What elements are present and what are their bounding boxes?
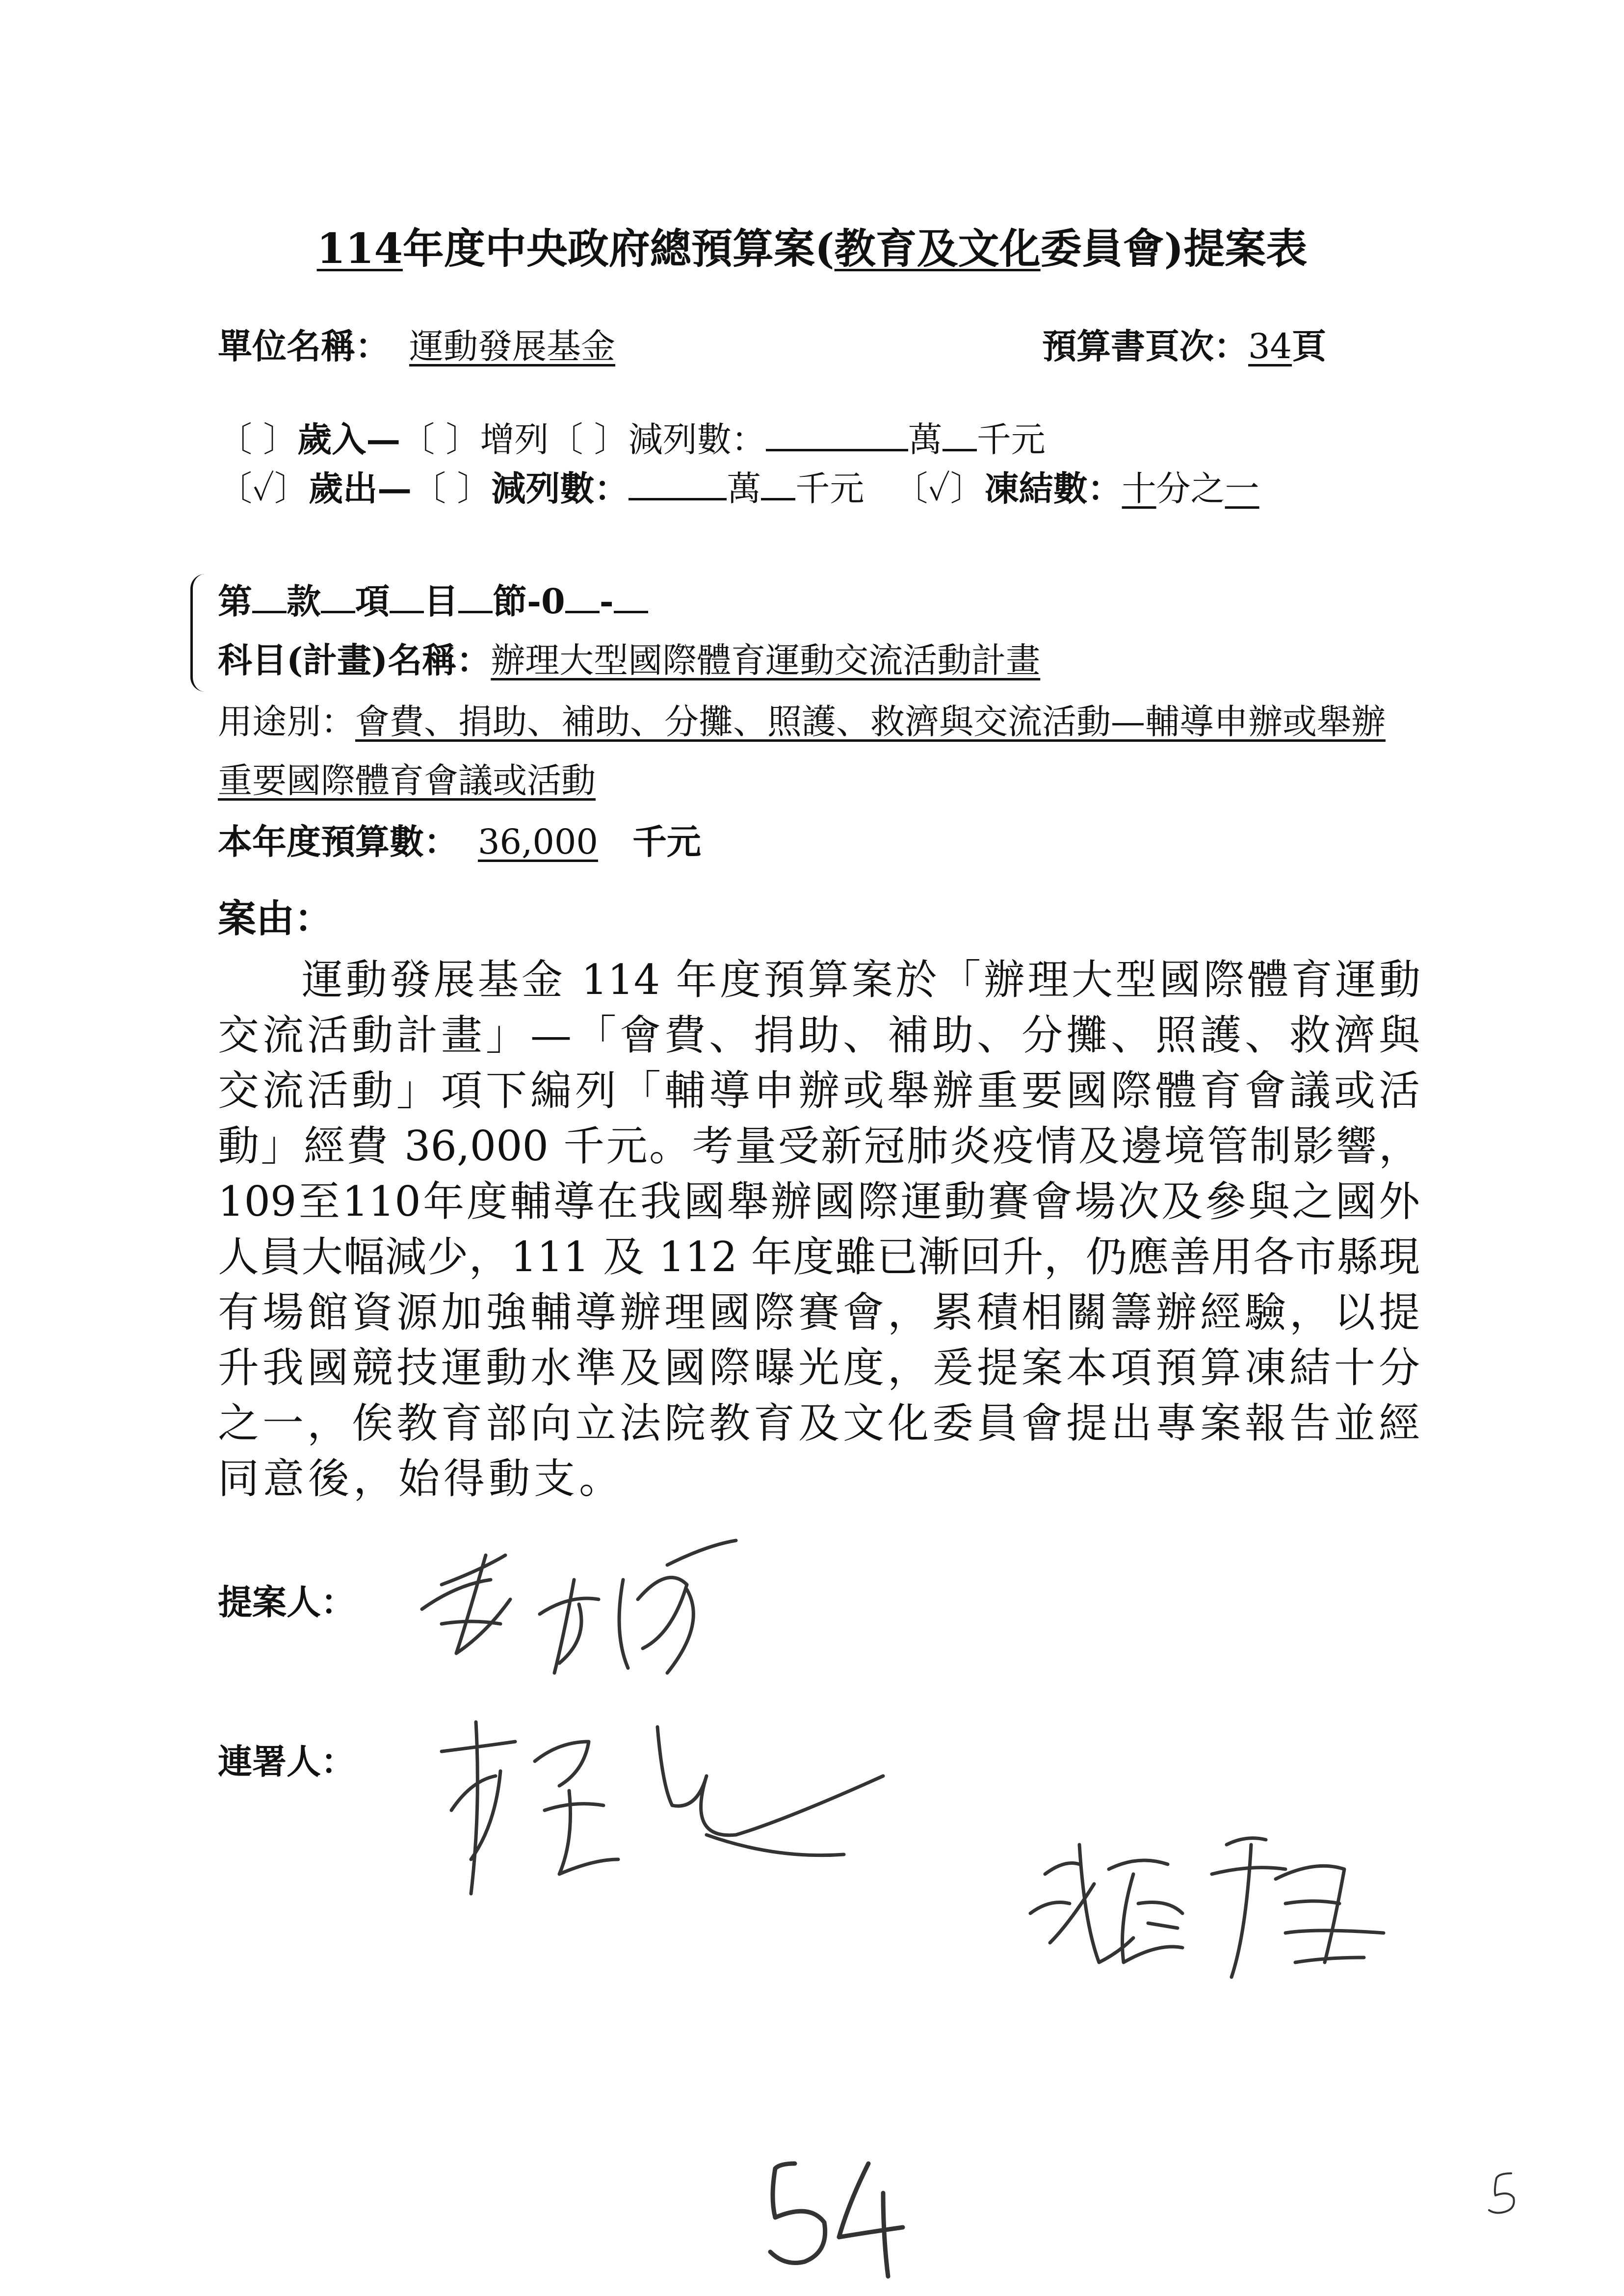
reason-line: 升我國競技運動水準及國際曝光度，爰提案本項預算凍結十分 (218, 1344, 1420, 1392)
reason-line: 交流活動計畫」—「會費、捐助、補助、分攤、照護、救濟與 (218, 1011, 1420, 1059)
cosigner-signature-2 (1021, 1815, 1413, 2002)
unit-name-value: 運動發展基金 (409, 326, 615, 366)
cosigner-signature-1 (432, 1712, 903, 1918)
checkbox-revenue: 〔 〕 (218, 419, 298, 460)
reason-line: 之一，俟教育部向立法院教育及文化委員會提出專案報告並經 (218, 1399, 1420, 1447)
usage-line: 用途別：會費、捐助、補助、分攤、照護、救濟與交流活動—輔導申辦或舉辦 (218, 702, 1386, 742)
revenue-line: 〔 〕歲入—〔 〕增列〔 〕減列數： 萬 千元 (218, 419, 1046, 460)
checkbox-expense: 〔✓〕 (218, 469, 309, 509)
reason-line: 有場館資源加強輔導辦理國際賽會，累積相關籌辦經驗，以提 (218, 1288, 1420, 1336)
corner-mark (1487, 2168, 1526, 2222)
expense-line: 〔✓〕歲出—〔 〕減列數： 萬 千元 〔✓〕凍結數：十分之一 (218, 468, 1259, 509)
checkbox-freeze: 〔✓〕 (893, 469, 985, 509)
reason-line: 交流活動」項下編列「輔導申辦或舉辦重要國際體育會議或活 (218, 1067, 1420, 1115)
proposer-signature (412, 1526, 756, 1688)
reason-line: 109至110年度輔導在我國舉辦國際運動賽會場次及參與之國外 (218, 1177, 1420, 1226)
reason-line: 人員大幅減少，111 及 112 年度雖已漸回升，仍應善用各市縣現 (218, 1233, 1420, 1281)
reason-line: 動」經費 36,000 千元。考量受新冠肺炎疫情及邊境管制影響， (218, 1122, 1420, 1170)
budget-page-ref: 預算書頁次：34頁 (1042, 326, 1327, 366)
reason-line: 運動發展基金 114 年度預算案於「辦理大型國際體育運動 (302, 956, 1420, 1004)
budget-amount: 本年度預算數： 36,000 千元 (218, 821, 701, 862)
page-number-handwritten (760, 2154, 917, 2281)
reason-label: 案由： (218, 896, 333, 941)
proposer-label: 提案人： (218, 1582, 355, 1622)
subject-line: 科目(計畫)名稱：辦理大型國際體育運動交流活動計畫 (218, 640, 1041, 680)
page-title: 114年度中央政府總預算案(教育及文化委員會)提案表 (316, 224, 1308, 273)
unit-name: 單位名稱： 運動發展基金 (218, 319, 753, 368)
bracket (190, 574, 208, 692)
cosigner-label: 連署人： (218, 1741, 355, 1782)
usage-line-2: 重要國際體育會議或活動 (218, 760, 596, 801)
reason-line: 同意後，始得動支。 (218, 1455, 625, 1503)
section-line: 第 款 項 目 節-0 - (218, 574, 648, 624)
